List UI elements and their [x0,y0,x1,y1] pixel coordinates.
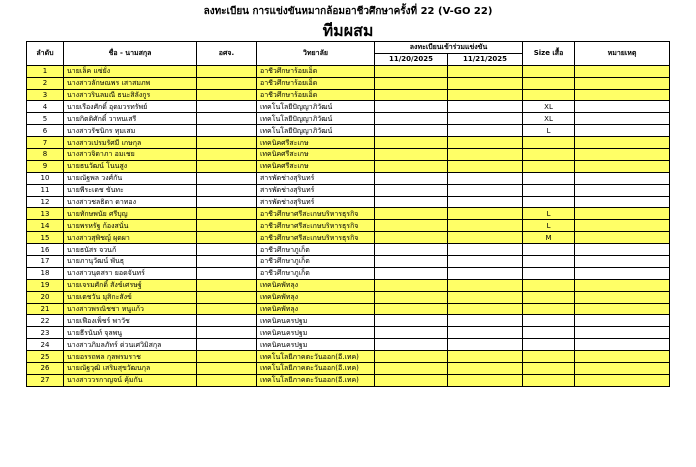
page-title: ลงทะเบียน การแข่งขันหมากล้อมอาชีวศึกษาครั้งที่ 22 (V-GO 22) [203,6,493,17]
table-row [27,374,670,386]
row-note [575,196,670,208]
row-rank [197,77,257,89]
header-date-2: 11/21/2025 [448,53,523,65]
row-date-1 [375,77,448,89]
row-date-2 [448,77,523,89]
row-rank [197,137,257,149]
header-no: ลำดับ [27,42,64,66]
table-row [27,267,670,279]
row-date-1 [375,172,448,184]
row-rank [197,303,257,315]
row-college: เทคโนโลยีภาคตะวันออก(อี.เทค) [257,374,375,386]
table-row [27,363,670,375]
row-name: นายเรืองศักดิ์ อุดมวรทรัพย์ [64,101,197,113]
row-rank [197,256,257,268]
row-note [575,303,670,315]
row-number: 8 [27,149,64,161]
row-date-2 [448,113,523,125]
row-college: อาชีวศึกษาภูเก็ต [257,244,375,256]
row-date-1 [375,291,448,303]
row-note [575,65,670,77]
row-name: นางสาวลักษณพร เสาสมภพ [64,77,197,89]
row-name: นายธีรนันท์ จุลพนู [64,327,197,339]
row-college: อาชีวศึกษาร้อยเอ็ด [257,65,375,77]
row-number: 10 [27,172,64,184]
row-note [575,101,670,113]
row-date-1 [375,363,448,375]
row-name: นายเฟืองเพ็ชร์ พาวัช [64,315,197,327]
row-size [523,89,575,101]
row-size [523,77,575,89]
row-college: เทคโนโลยีภาคตะวันออก(อี.เทค) [257,363,375,375]
row-college: อาชีวศึกษาร้อยเอ็ด [257,89,375,101]
row-size [523,244,575,256]
table-row [27,256,670,268]
table-row [27,137,670,149]
row-college: เทคโนโลยีภาคตะวันออก(อี.เทค) [257,351,375,363]
table-row [27,149,670,161]
row-number: 25 [27,351,64,363]
row-rank [197,220,257,232]
row-college: เทคนิคศรีสะเกษ [257,149,375,161]
row-college: สารพัดช่างสุรินทร์ [257,196,375,208]
row-note [575,339,670,351]
table-row [27,220,670,232]
row-number: 7 [27,137,64,149]
row-rank [197,172,257,184]
header-date-1: 11/20/2025 [375,53,448,65]
row-number: 11 [27,184,64,196]
header-size: Size เสื้อ [523,42,575,66]
row-date-1 [375,196,448,208]
row-number: 24 [27,339,64,351]
header-rank: อศจ. [197,42,257,66]
row-date-1 [375,149,448,161]
row-date-2 [448,256,523,268]
table-row [27,65,670,77]
table-row [27,351,670,363]
team-title: ทีมผสม [322,21,374,40]
row-note [575,184,670,196]
row-number: 9 [27,160,64,172]
row-number: 3 [27,89,64,101]
header-register: ลงทะเบียนเข้าร่วมแข่งขัน [375,42,523,54]
row-date-1 [375,244,448,256]
row-college: เทคโนโลยีปัญญาภิวัฒน์ [257,113,375,125]
row-note [575,89,670,101]
row-number: 19 [27,279,64,291]
row-date-2 [448,374,523,386]
row-name: นายกิตติศักดิ์ วาหนเสรี [64,113,197,125]
row-size [523,196,575,208]
row-college: อาชีวศึกษาศรีสะเกษบริหารธุรกิจ [257,208,375,220]
row-size [523,160,575,172]
row-name: นายณัฐพล วงศ์กัน [64,172,197,184]
table-row [27,113,670,125]
row-size [523,172,575,184]
row-date-1 [375,351,448,363]
row-name: นายธนวัฒน์ โนนสูง [64,160,197,172]
row-number: 13 [27,208,64,220]
row-number: 2 [27,77,64,89]
row-number: 14 [27,220,64,232]
row-size [523,149,575,161]
table-row [27,172,670,184]
row-note [575,315,670,327]
row-size: XL [523,113,575,125]
row-number: 17 [27,256,64,268]
row-number: 4 [27,101,64,113]
row-date-2 [448,339,523,351]
row-size: XL [523,101,575,113]
row-name: นางสาวสุพิชญ์ ผุดผา [64,232,197,244]
row-date-2 [448,65,523,77]
row-rank [197,351,257,363]
row-college: เทคนิคศรีสะเกษ [257,160,375,172]
row-name: นางสาวพรณิชชา หนูแก้ว [64,303,197,315]
row-date-1 [375,113,448,125]
row-number: 16 [27,244,64,256]
row-date-2 [448,351,523,363]
row-college: เทคนิคนครปฐม [257,327,375,339]
table-row [27,339,670,351]
table-row [27,232,670,244]
table-row [27,315,670,327]
row-date-2 [448,315,523,327]
row-college: อาชีวศึกษาร้อยเอ็ด [257,77,375,89]
header-name: ชื่อ - นามสกุล [64,42,197,66]
row-date-1 [375,160,448,172]
row-size [523,279,575,291]
row-date-2 [448,125,523,137]
row-rank [197,89,257,101]
row-date-2 [448,279,523,291]
row-name: นายณัฐวุฒิ เสริมสุขวัฒนกุล [64,363,197,375]
row-rank [197,244,257,256]
table-row [27,196,670,208]
row-number: 26 [27,363,64,375]
row-date-1 [375,137,448,149]
row-size: L [523,220,575,232]
row-name: นางสาวภิมลภัทร์ ด่วนเศวิมิสกุล [64,339,197,351]
row-date-2 [448,244,523,256]
row-number: 23 [27,327,64,339]
row-college: เทคนิคนครปฐม [257,315,375,327]
row-date-2 [448,149,523,161]
row-number: 21 [27,303,64,315]
row-college: อาชีวศึกษาภูเก็ต [257,256,375,268]
row-name: นางสาววรกาญจน์ คุ้มกัน [64,374,197,386]
row-size [523,256,575,268]
row-size: M [523,232,575,244]
row-note [575,267,670,279]
row-rank [197,291,257,303]
row-note [575,160,670,172]
row-note [575,77,670,89]
row-date-1 [375,220,448,232]
row-date-1 [375,374,448,386]
row-name: นางสาวชลธิดา ดาทอง [64,196,197,208]
table-row [27,291,670,303]
row-name: นายธนัสร จวนก้ [64,244,197,256]
row-date-1 [375,232,448,244]
row-rank [197,113,257,125]
row-size [523,137,575,149]
row-date-1 [375,267,448,279]
row-date-2 [448,172,523,184]
row-date-2 [448,303,523,315]
row-college: สารพัดช่างสุรินทร์ [257,172,375,184]
row-number: 6 [27,125,64,137]
row-rank [197,232,257,244]
row-name: นายเล็ค แซ่ยั่ง [64,65,197,77]
row-college: อาชีวศึกษาศรีสะเกษบริหารธุรกิจ [257,220,375,232]
row-name: นายทักษพนัย ศรีบุญ [64,208,197,220]
row-date-2 [448,101,523,113]
row-size [523,351,575,363]
row-college: เทคนิคนครปฐม [257,339,375,351]
row-date-2 [448,363,523,375]
row-date-1 [375,101,448,113]
table-row [27,184,670,196]
row-size [523,374,575,386]
table-row [27,244,670,256]
row-name: นายพรหรัฐ ก้องสนั่น [64,220,197,232]
row-note [575,208,670,220]
row-date-2 [448,267,523,279]
registration-table [26,41,670,387]
table-row [27,208,670,220]
table-body [27,65,670,386]
row-size: L [523,208,575,220]
row-date-2 [448,160,523,172]
row-note [575,125,670,137]
row-rank [197,125,257,137]
row-number: 18 [27,267,64,279]
row-name: นางสาวรินลมณี ธนะสิลังกูร [64,89,197,101]
row-size [523,339,575,351]
row-number: 15 [27,232,64,244]
row-note [575,232,670,244]
row-rank [197,327,257,339]
row-size [523,327,575,339]
row-date-2 [448,208,523,220]
row-rank [197,267,257,279]
row-number: 5 [27,113,64,125]
row-rank [197,315,257,327]
row-college: อาชีวศึกษาภูเก็ต [257,267,375,279]
row-size [523,303,575,315]
row-college: เทคโนโลยีปัญญาภิวัฒน์ [257,125,375,137]
row-date-1 [375,256,448,268]
row-note [575,363,670,375]
row-rank [197,208,257,220]
row-date-1 [375,125,448,137]
row-note [575,291,670,303]
row-number: 22 [27,315,64,327]
row-name: นางสาวรัชนิกร ทุมเสม [64,125,197,137]
row-date-1 [375,89,448,101]
row-rank [197,160,257,172]
row-rank [197,101,257,113]
row-note [575,172,670,184]
row-number: 1 [27,65,64,77]
row-note [575,149,670,161]
row-note [575,351,670,363]
row-date-1 [375,65,448,77]
row-note [575,244,670,256]
row-note [575,256,670,268]
row-note [575,374,670,386]
row-date-2 [448,291,523,303]
row-date-1 [375,303,448,315]
table-row [27,89,670,101]
row-college: เทคนิคพัทลุง [257,291,375,303]
row-date-2 [448,137,523,149]
row-college: เทคนิคศรีสะเกษ [257,137,375,149]
row-name: นายเตชวัน มุสิกะสังข์ [64,291,197,303]
row-size [523,267,575,279]
row-college: อาชีวศึกษาศรีสะเกษบริหารธุรกิจ [257,232,375,244]
row-number: 27 [27,374,64,386]
row-rank [197,184,257,196]
row-name: นายภานุวัฒน์ พันธุ [64,256,197,268]
row-size [523,291,575,303]
row-date-1 [375,208,448,220]
row-date-1 [375,339,448,351]
row-size [523,184,575,196]
row-date-1 [375,184,448,196]
row-rank [197,374,257,386]
row-size [523,65,575,77]
row-name: นายเจรมศักดิ์ สังข์เศรษฐ์ [64,279,197,291]
row-date-1 [375,327,448,339]
row-note [575,220,670,232]
row-name: นายอรรถพล กุลพรมราช [64,351,197,363]
row-date-2 [448,220,523,232]
row-rank [197,196,257,208]
header-note: หมายเหตุ [575,42,670,66]
row-note [575,137,670,149]
row-date-2 [448,327,523,339]
table-row [27,77,670,89]
row-name: นางสาวเปรมรัศมี เกษกุล [64,137,197,149]
table-row [27,303,670,315]
row-name: นางสาวนุตสรา ยอดจันทร์ [64,267,197,279]
row-size: L [523,125,575,137]
row-note [575,327,670,339]
table-row [27,327,670,339]
header-college: วิทยาลัย [257,42,375,66]
row-college: เทคโนโลยีปัญญาภิวัฒน์ [257,101,375,113]
row-rank [197,339,257,351]
row-date-2 [448,196,523,208]
row-note [575,279,670,291]
row-size [523,363,575,375]
row-rank [197,65,257,77]
row-date-2 [448,184,523,196]
row-size [523,315,575,327]
table-row [27,160,670,172]
row-date-2 [448,89,523,101]
row-rank [197,149,257,161]
row-date-1 [375,315,448,327]
row-number: 12 [27,196,64,208]
row-date-2 [448,232,523,244]
table-row [27,101,670,113]
row-name: นายพีระเดช ขันทะ [64,184,197,196]
row-college: เทคนิคพัทลุง [257,303,375,315]
row-name: นางสาวจิดาภา อมเชย [64,149,197,161]
row-college: เทคนิคพัทลุง [257,279,375,291]
table-row [27,125,670,137]
row-note [575,113,670,125]
row-date-1 [375,279,448,291]
row-rank [197,279,257,291]
row-number: 20 [27,291,64,303]
row-rank [197,363,257,375]
row-college: สารพัดช่างสุรินทร์ [257,184,375,196]
table-row [27,279,670,291]
